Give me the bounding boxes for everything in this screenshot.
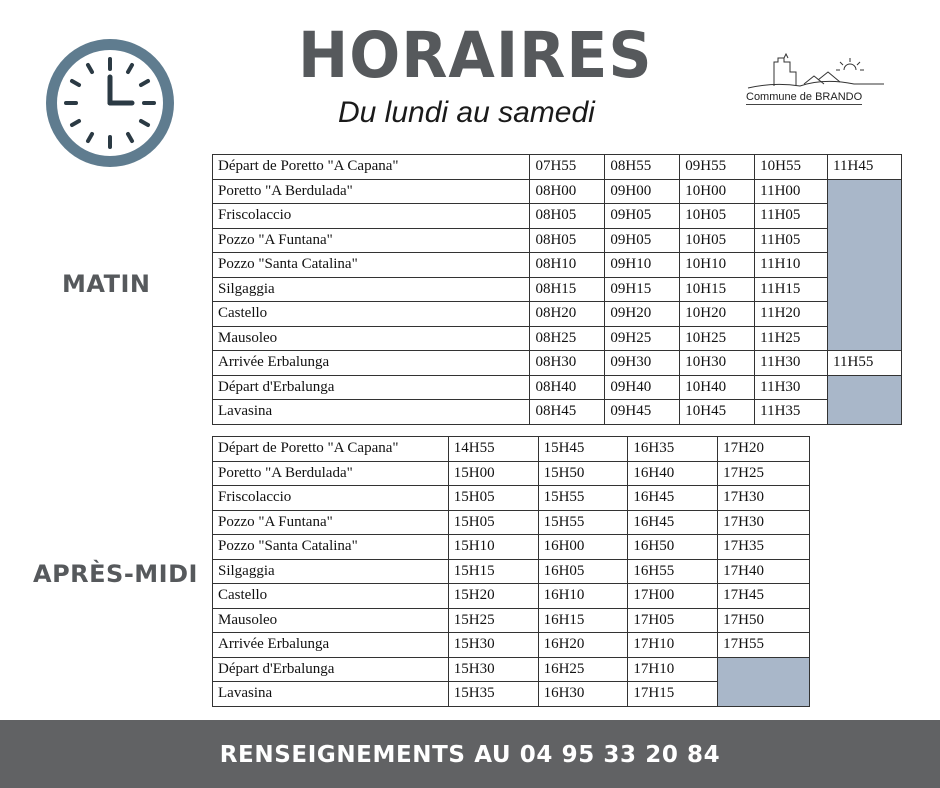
- time-cell: 11H30: [755, 351, 828, 376]
- time-cell: 11H10: [755, 253, 828, 278]
- time-cell: 11H45: [828, 155, 902, 180]
- time-cell: 16H45: [628, 510, 718, 535]
- time-cell: 08H10: [530, 253, 605, 278]
- time-cell: 16H10: [538, 584, 628, 609]
- time-cell: 09H05: [605, 204, 680, 229]
- time-cell: 10H15: [680, 277, 755, 302]
- time-cell: 16H25: [538, 657, 628, 682]
- time-cell: 17H15: [628, 682, 718, 707]
- table-row: [213, 657, 810, 682]
- time-cell: 09H40: [605, 375, 680, 400]
- table-row: [213, 179, 902, 204]
- table-row: [213, 277, 902, 302]
- table-row: [213, 559, 810, 584]
- stop-name: Poretto "A Berdulada": [213, 179, 530, 204]
- time-cell: 08H05: [530, 228, 605, 253]
- time-cell: 11H05: [755, 228, 828, 253]
- time-cell: 09H25: [605, 326, 680, 351]
- time-cell: 15H55: [538, 510, 628, 535]
- time-cell: 09H30: [605, 351, 680, 376]
- time-cell: 17H20: [718, 437, 810, 462]
- time-cell: 16H55: [628, 559, 718, 584]
- table-row: [213, 584, 810, 609]
- time-cell: 17H35: [718, 535, 810, 560]
- time-cell: 15H05: [448, 486, 538, 511]
- time-cell: 08H55: [605, 155, 680, 180]
- time-cell: 11H30: [755, 375, 828, 400]
- time-cell: 08H45: [530, 400, 605, 425]
- time-cell: 15H15: [448, 559, 538, 584]
- time-cell: 16H05: [538, 559, 628, 584]
- time-cell: 16H35: [628, 437, 718, 462]
- stop-name: Friscolaccio: [213, 204, 530, 229]
- time-cell: 17H40: [718, 559, 810, 584]
- time-cell: 15H50: [538, 461, 628, 486]
- stop-name: Départ d'Erbalunga: [213, 657, 449, 682]
- time-cell: 17H50: [718, 608, 810, 633]
- morning-schedule-table: [212, 154, 902, 425]
- time-cell: 15H00: [448, 461, 538, 486]
- time-cell: 08H15: [530, 277, 605, 302]
- time-cell: 17H10: [628, 657, 718, 682]
- stop-name: Poretto "A Berdulada": [213, 461, 449, 486]
- time-cell: 08H25: [530, 326, 605, 351]
- time-cell: 11H00: [755, 179, 828, 204]
- time-cell: 10H30: [680, 351, 755, 376]
- time-cell: 14H55: [448, 437, 538, 462]
- time-cell: 17H55: [718, 633, 810, 658]
- time-cell: 15H25: [448, 608, 538, 633]
- time-cell: 09H15: [605, 277, 680, 302]
- table-row: [213, 633, 810, 658]
- time-cell: 10H55: [755, 155, 828, 180]
- stop-name: Pozzo "A Funtana": [213, 510, 449, 535]
- time-cell: 16H20: [538, 633, 628, 658]
- time-cell: 15H30: [448, 633, 538, 658]
- time-cell: 16H40: [628, 461, 718, 486]
- time-cell: 10H40: [680, 375, 755, 400]
- logo-text: Commune de BRANDO: [746, 91, 863, 103]
- time-cell: 09H10: [605, 253, 680, 278]
- time-cell: 09H55: [680, 155, 755, 180]
- stop-name: Friscolaccio: [213, 486, 449, 511]
- clock-icon: [44, 37, 176, 169]
- page-subtitle: Du lundi au samedi: [338, 96, 595, 129]
- time-cell: 15H55: [538, 486, 628, 511]
- stop-name: Arrivée Erbalunga: [213, 351, 530, 376]
- stop-name: Castello: [213, 302, 530, 327]
- time-cell: 17H30: [718, 486, 810, 511]
- stop-name: Pozzo "A Funtana": [213, 228, 530, 253]
- table-row: [213, 375, 902, 400]
- time-cell: 17H00: [628, 584, 718, 609]
- stop-name: Pozzo "Santa Catalina": [213, 535, 449, 560]
- stop-name: Lavasina: [213, 400, 530, 425]
- time-cell: 16H30: [538, 682, 628, 707]
- table-row: [213, 253, 902, 278]
- stop-name: Castello: [213, 584, 449, 609]
- time-cell: 15H45: [538, 437, 628, 462]
- empty-cell: [718, 657, 810, 706]
- time-cell: 15H20: [448, 584, 538, 609]
- time-cell: 10H00: [680, 179, 755, 204]
- empty-cell: [828, 375, 902, 424]
- time-cell: 09H05: [605, 228, 680, 253]
- table-row: [213, 400, 902, 425]
- time-cell: 15H30: [448, 657, 538, 682]
- time-cell: 08H00: [530, 179, 605, 204]
- stop-name: Arrivée Erbalunga: [213, 633, 449, 658]
- time-cell: 09H20: [605, 302, 680, 327]
- time-cell: 17H45: [718, 584, 810, 609]
- time-cell: 15H10: [448, 535, 538, 560]
- time-cell: 08H05: [530, 204, 605, 229]
- afternoon-label: APRÈS-MIDI: [33, 560, 198, 588]
- afternoon-schedule-table: [212, 436, 810, 707]
- time-cell: 08H20: [530, 302, 605, 327]
- time-cell: 11H20: [755, 302, 828, 327]
- table-row: [213, 326, 902, 351]
- time-cell: 10H25: [680, 326, 755, 351]
- time-cell: 17H30: [718, 510, 810, 535]
- time-cell: 16H50: [628, 535, 718, 560]
- table-row: [213, 461, 810, 486]
- time-cell: 15H35: [448, 682, 538, 707]
- table-row: [213, 510, 810, 535]
- table-row: [213, 535, 810, 560]
- table-row: [213, 302, 902, 327]
- page-title: HORAIRES: [298, 19, 653, 93]
- time-cell: 09H45: [605, 400, 680, 425]
- time-cell: 11H05: [755, 204, 828, 229]
- time-cell: 16H45: [628, 486, 718, 511]
- time-cell: 08H30: [530, 351, 605, 376]
- time-cell: 10H05: [680, 204, 755, 229]
- table-row: [213, 608, 810, 633]
- stop-name: Départ d'Erbalunga: [213, 375, 530, 400]
- stop-name: Lavasina: [213, 682, 449, 707]
- stop-name: Départ de Poretto "A Capana": [213, 155, 530, 180]
- time-cell: 10H05: [680, 228, 755, 253]
- time-cell: 17H05: [628, 608, 718, 633]
- empty-cell: [828, 179, 902, 351]
- morning-label: MATIN: [62, 270, 151, 298]
- time-cell: 15H05: [448, 510, 538, 535]
- time-cell: 16H15: [538, 608, 628, 633]
- stop-name: Pozzo "Santa Catalina": [213, 253, 530, 278]
- table-row: [213, 486, 810, 511]
- time-cell: 11H15: [755, 277, 828, 302]
- stop-name: Silgaggia: [213, 277, 530, 302]
- table-row: [213, 204, 902, 229]
- table-row: [213, 437, 810, 462]
- time-cell: 17H10: [628, 633, 718, 658]
- time-cell: 08H40: [530, 375, 605, 400]
- time-cell: 07H55: [530, 155, 605, 180]
- contact-info: RENSEIGNEMENTS AU 04 95 33 20 84: [219, 742, 721, 768]
- stop-name: Départ de Poretto "A Capana": [213, 437, 449, 462]
- time-cell: 09H00: [605, 179, 680, 204]
- time-cell: 16H00: [538, 535, 628, 560]
- time-cell: 10H20: [680, 302, 755, 327]
- time-cell: 10H45: [680, 400, 755, 425]
- table-row: [213, 228, 902, 253]
- time-cell: 11H55: [828, 351, 902, 376]
- time-cell: 17H25: [718, 461, 810, 486]
- stop-name: Mausoleo: [213, 608, 449, 633]
- stop-name: Silgaggia: [213, 559, 449, 584]
- time-cell: 11H35: [755, 400, 828, 425]
- stop-name: Mausoleo: [213, 326, 530, 351]
- time-cell: 10H10: [680, 253, 755, 278]
- time-cell: 11H25: [755, 326, 828, 351]
- table-row: [213, 155, 902, 180]
- table-row: [213, 351, 902, 376]
